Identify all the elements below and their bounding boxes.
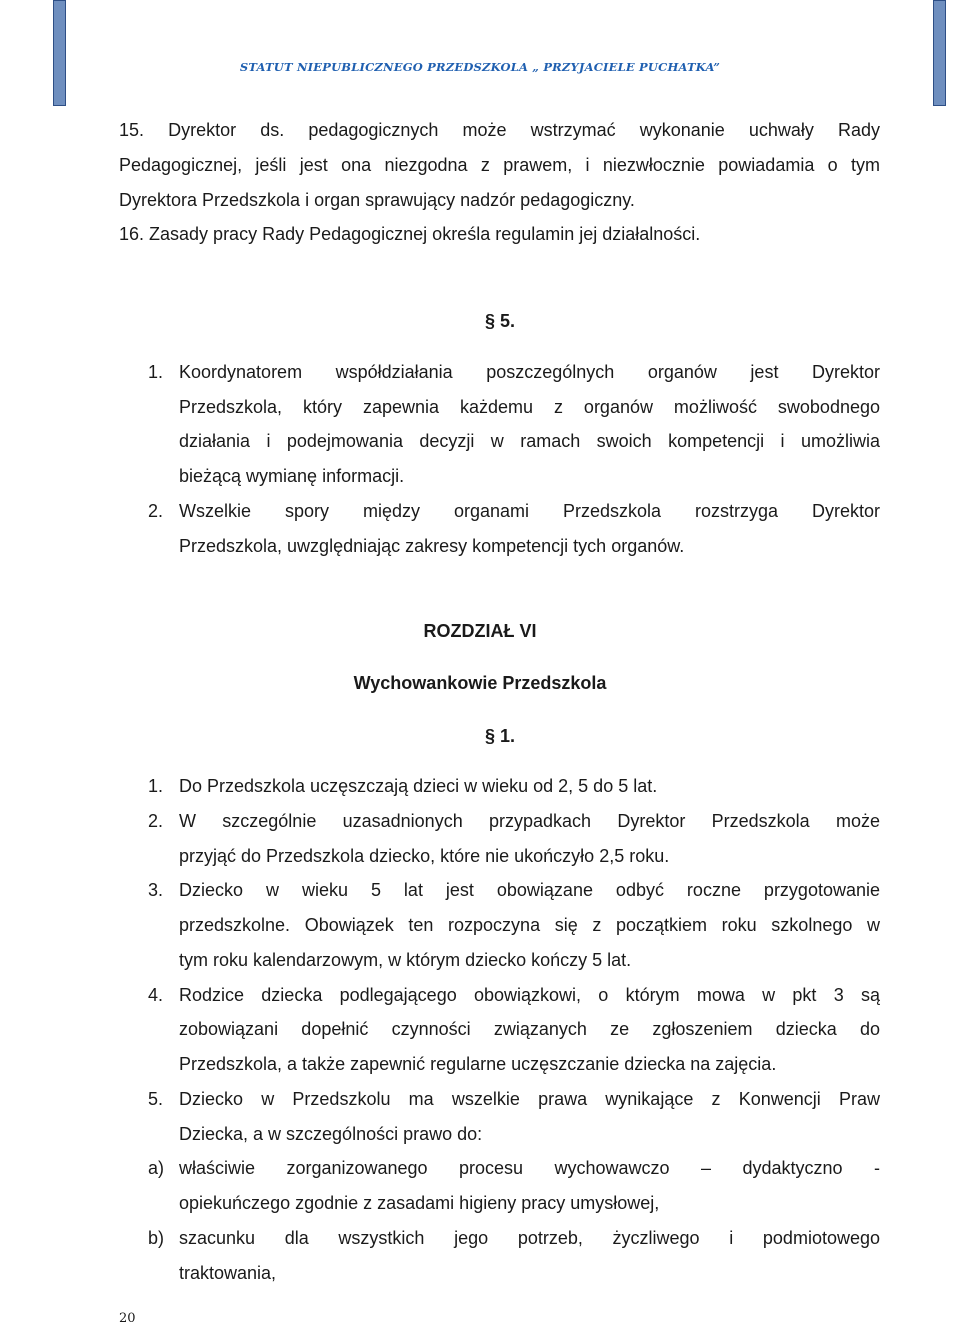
list-item-line: Przedszkola, który zapewnia każdemu z organów możliwość swobodnego [179, 397, 880, 417]
list-item-line: Dziecko w wieku 5 lat jest obowiązane odbyć roczne przygotowanie [179, 880, 880, 900]
list-number: 5. [148, 1089, 164, 1109]
page-number: 20 [119, 1311, 136, 1326]
list-item-line: W szczególnie uzasadnionych przypadkach Dyrektor Przedszkola może [179, 811, 880, 831]
list-item-line: przyjąć do Przedszkola dziecko, które nie ukończyło 2,5 roku. [179, 846, 670, 866]
list-item-line: traktowania, [179, 1263, 277, 1283]
list-item-line: Przedszkola, uwzględniając zakresy kompetencji tych organów. [179, 536, 685, 556]
list-item-line: tym roku kalendarzowym, w którym dziecko kończy 5 lat. [179, 950, 632, 970]
list-item-line: zobowiązani dopełnić czynności związanych ze zgłoszeniem dziecka do [179, 1019, 880, 1039]
list-item-line: bieżącą wymianę informacji. [179, 466, 405, 486]
list-number: 2. [148, 811, 164, 831]
paragraph-line: 15. Dyrektor ds. pedagogicznych może wstrzymać wykonanie uchwały Rady [119, 120, 880, 140]
header-left-bar [53, 0, 66, 106]
list-item-line: opiekuńczego zgodnie z zasadami higieny pracy umysłowej, [179, 1193, 660, 1213]
list-number: 3. [148, 880, 164, 900]
document-header-title: STATUT NIEPUBLICZNEGO PRZEDSZKOLA „ PRZYJACIELE PUCHATKA” [239, 60, 721, 74]
section-heading: § 1. [484, 726, 516, 746]
list-item-line: Dziecko w Przedszkolu ma wszelkie prawa wynikające z Konwencji Praw [179, 1089, 880, 1109]
list-number: 2. [148, 501, 164, 521]
paragraph-line: 16. Zasady pracy Rady Pedagogicznej określa regulamin jej działalności. [119, 224, 701, 244]
list-number: 4. [148, 985, 164, 1005]
list-item-line: Wszelkie spory między organami Przedszkola rozstrzyga Dyrektor [179, 501, 880, 521]
list-item-line: działania i podejmowania decyzji w ramach swoich kompetencji i umożliwia [179, 431, 880, 451]
list-letter: b) [148, 1228, 165, 1248]
list-letter: a) [148, 1158, 165, 1178]
list-item-line: Rodzice dziecka podlegającego obowiązkowi, o którym mowa w pkt 3 są [179, 985, 880, 1005]
list-item-line: przedszkolne. Obowiązek ten rozpoczyna się z początkiem roku szkolnego w [179, 915, 880, 935]
list-item-line: Koordynatorem współdziałania poszczególnych organów jest Dyrektor [179, 362, 880, 382]
header-right-bar [933, 0, 946, 106]
paragraph-line: Pedagogicznej, jeśli jest ona niezgodna z prawem, i niezwłocznie powiadamia o tym [119, 155, 880, 175]
list-item-line: Dziecka, a w szczególności prawo do: [179, 1124, 483, 1144]
list-number: 1. [148, 776, 164, 796]
list-item-line: szacunku dla wszystkich jego potrzeb, życzliwego i podmiotowego [179, 1228, 880, 1248]
list-number: 1. [148, 362, 164, 382]
paragraph-line: Dyrektora Przedszkola i organ sprawujący nadzór pedagogiczny. [119, 190, 635, 210]
chapter-title: ROZDZIAŁ VI [423, 621, 537, 641]
list-item-line: Do Przedszkola uczęszczają dzieci w wieku od 2, 5 do 5 lat. [179, 776, 658, 796]
section-heading: § 5. [484, 311, 516, 331]
list-item-line: Przedszkola, a także zapewnić regularne uczęszczanie dziecka na zajęcia. [179, 1054, 777, 1074]
chapter-subtitle: Wychowankowie Przedszkola [353, 673, 607, 693]
list-item-line: właściwie zorganizowanego procesu wychowawczo – dydaktyczno - [179, 1158, 880, 1178]
